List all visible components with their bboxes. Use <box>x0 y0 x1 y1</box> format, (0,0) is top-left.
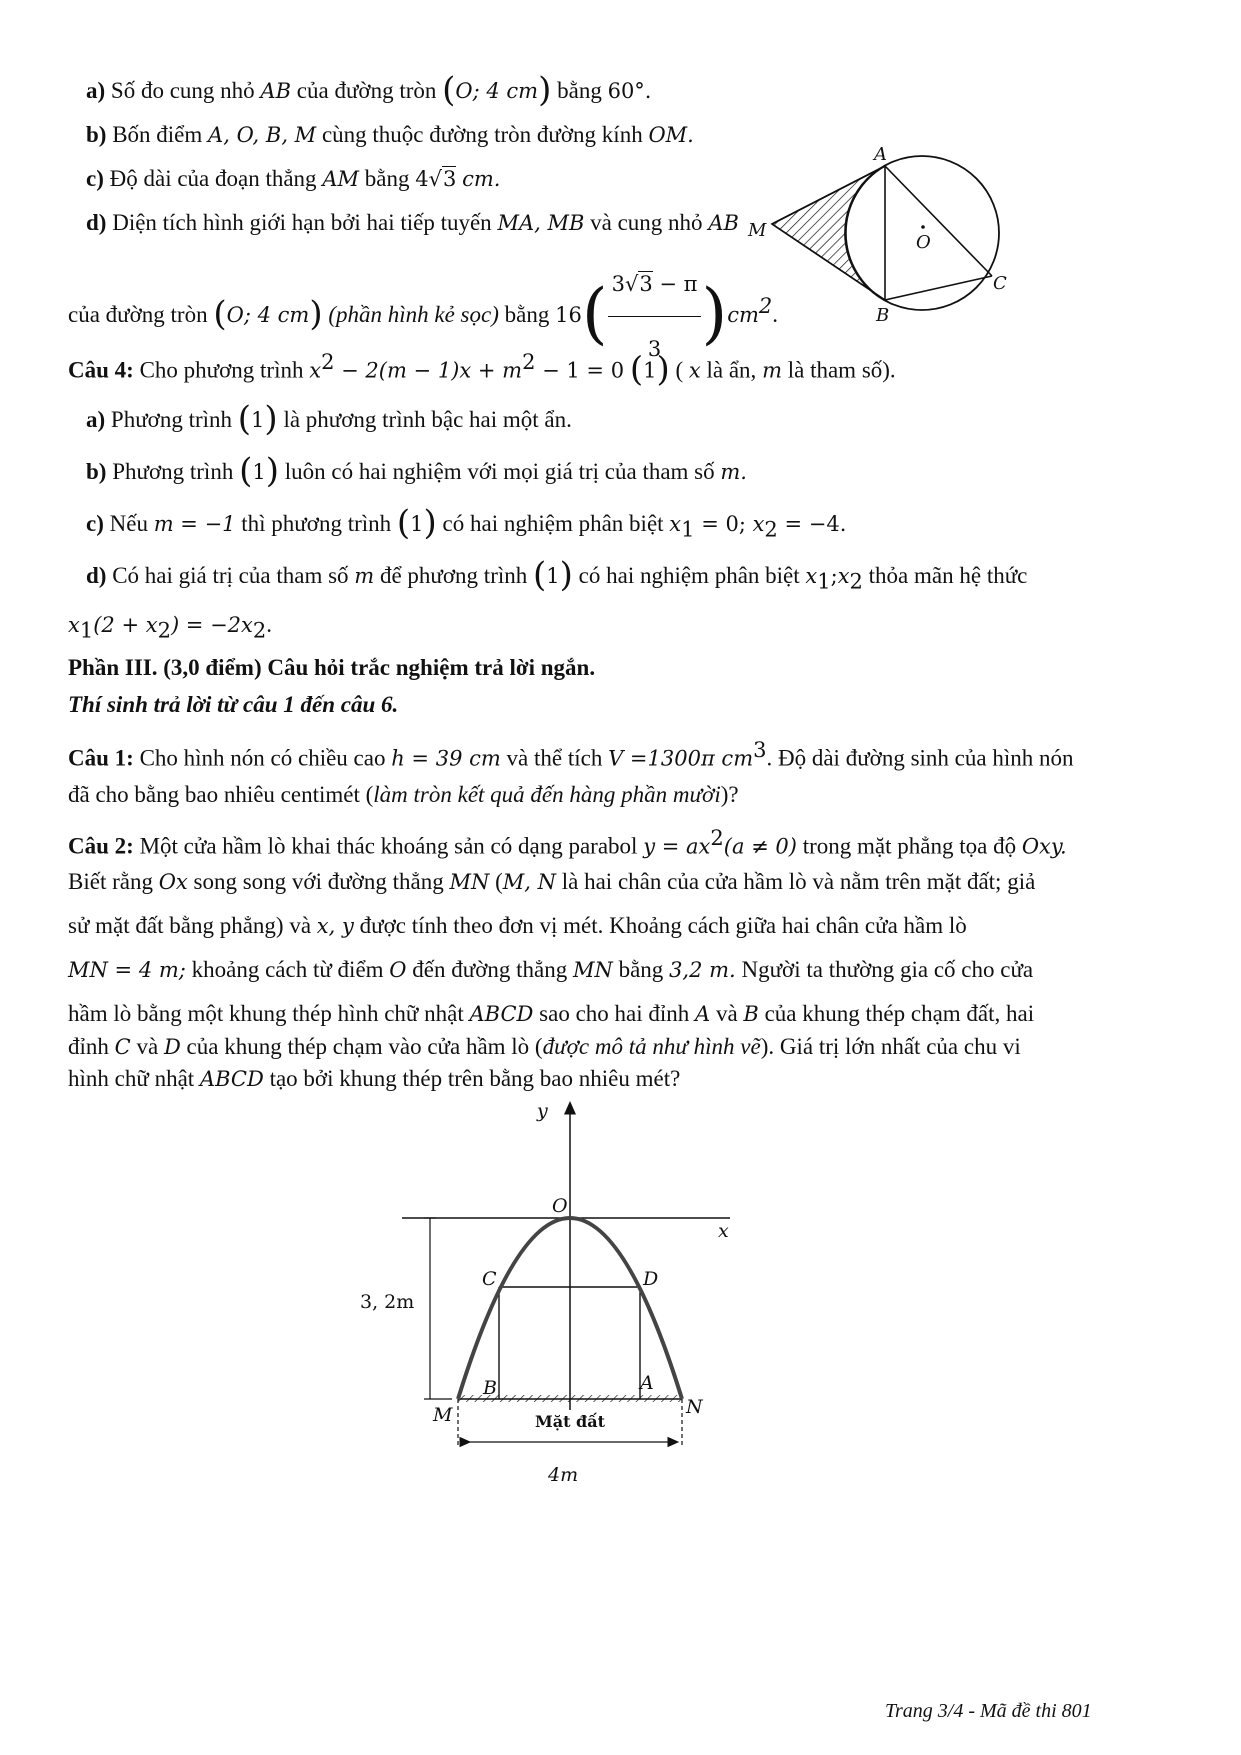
q2-line2: Biết rằng Ox song song với đường thẳng MN (M, N là hai chân của cửa hầm lò và nằm trên mặt đất; giả <box>68 869 1036 894</box>
q4-statement-d: d) Có hai giá trị của tham số m để phương trình (1) có hai nghiệm phân biệt $x_1;x_2$ thỏa mãn hệ thức <box>86 555 1028 595</box>
page-footer: Trang 3/4 - Mã đề thi 801 <box>885 1700 1092 1722</box>
hatched-region <box>772 166 885 300</box>
q4-header: Câu 4: Cho phương trình $x^2 - 2(m - 1)x + m^2 - 1 = 0$ (1) ( x là ẩn, m là tham số). <box>68 349 896 390</box>
label-x: x <box>718 1220 729 1242</box>
q2-line1: Câu 2: Một cửa hầm lò khai thác khoáng sản có dạng parabol $y = ax^2(a \ne 0)$ trong mặt phẳng tọa độ Oxy. <box>68 826 1067 859</box>
label-c: C <box>993 273 1007 294</box>
label-m: M <box>748 220 767 241</box>
circle-tangent-figure <box>740 140 1020 325</box>
center-point-o <box>921 225 925 229</box>
label-m: M <box>433 1404 453 1426</box>
q2-line3: sử mặt đất bằng phẳng) và x, y được tính theo đơn vị mét. Khoảng cách giữa hai chân cửa hầm lò <box>68 913 967 938</box>
label-width: 4m <box>548 1464 579 1486</box>
q3-statement-d: d) Diện tích hình giới hạn bởi hai tiếp tuyến MA, MB và cung nhỏ AB <box>86 210 739 235</box>
q2-line4: MN = 4 m; khoảng cách từ điểm O đến đường thẳng MN bằng 3,2 m. Người ta thường gia cố cho cửa <box>68 957 1034 982</box>
label-b: B <box>876 305 890 326</box>
label-a: A <box>874 144 887 165</box>
parabola-figure <box>340 1095 820 1495</box>
q3-statement-c: c) Độ dài của đoạn thẳng AM bằng 4√3 cm. <box>86 166 501 191</box>
label-y: y <box>537 1100 548 1122</box>
part3-header: Phần III. (3,0 điểm) Câu hỏi trắc nghiệm trả lời ngắn. <box>68 655 596 680</box>
q2-line6: đỉnh C và D của khung thép chạm vào cửa hầm lò (được mô tả như hình vẽ). Giá trị lớn nhất của chu vi <box>68 1034 1021 1059</box>
q4-statement-b: b) Phương trình (1) luôn có hai nghiệm với mọi giá trị của tham số m. <box>86 451 747 491</box>
q2-line5: hầm lò bằng một khung thép hình chữ nhật ABCD sao cho hai đỉnh A và B của khung thép chạm đất, hai <box>68 1001 1035 1026</box>
label-ground: Mặt đất <box>535 1412 605 1431</box>
label-b: B <box>483 1377 497 1399</box>
q3-statement-d-cont: của đường tròn (O; 4 cm) (phần hình kẻ sọc) bằng 16( $\frac{3√3 - \pi}{3}$ )$cm^2$. <box>68 254 778 379</box>
label-d: D <box>643 1268 659 1290</box>
q4-statement-d-relation: $x_1(2 + x_2) = -2x_2$. <box>68 612 273 643</box>
chord-ac <box>885 166 992 276</box>
label-a: A <box>640 1372 654 1394</box>
q4-statement-c: c) Nếu m = −1 thì phương trình (1) có hai nghiệm phân biệt $x_1 = 0$; $x_2 = -4$. <box>86 503 847 543</box>
q3-statement-a: a) Số đo cung nhỏ AB của đường tròn (O; 4 cm) bằng 60°. <box>86 70 652 110</box>
q2-line7: hình chữ nhật ABCD tạo bởi khung thép trên bằng bao nhiêu mét? <box>68 1066 681 1091</box>
label-c: C <box>482 1268 497 1290</box>
q4-statement-a: a) Phương trình (1) là phương trình bậc hai một ẩn. <box>86 399 572 439</box>
label-o: O <box>552 1195 568 1217</box>
q1-line2: đã cho bằng bao nhiêu centimét (làm tròn kết quả đến hàng phần mười)? <box>68 782 739 807</box>
q1-line1: Câu 1: Cho hình nón có chiều cao h = 39 cm và thể tích V =1300π $cm^3$. Độ dài đường sinh của hình nón <box>68 738 1074 771</box>
label-height: 3, 2m <box>360 1291 415 1313</box>
label-n: N <box>686 1396 703 1418</box>
q3-statement-b: b) Bốn điểm A, O, B, M cùng thuộc đường tròn đường kính OM. <box>86 122 694 147</box>
label-o: O <box>916 232 931 253</box>
part3-instruction: Thí sinh trả lời từ câu 1 đến câu 6. <box>68 692 399 717</box>
area-fraction: $\frac{3√3 - \pi}{3}$ <box>608 254 702 379</box>
